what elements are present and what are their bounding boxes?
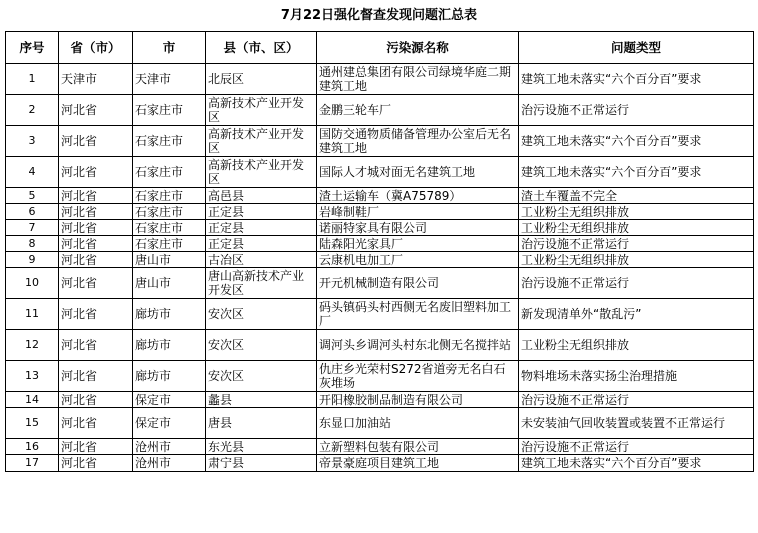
- header-city: 市: [133, 32, 206, 64]
- cell-source: 诺丽特家具有限公司: [317, 220, 519, 236]
- header-province: 省（市）: [59, 32, 133, 64]
- cell-county: 高新技术产业开发区: [206, 95, 317, 126]
- cell-city: 唐山市: [133, 252, 206, 268]
- cell-index: 1: [6, 64, 59, 95]
- table-row: [6, 408, 754, 439]
- cell-county: 高新技术产业开发区: [206, 126, 317, 157]
- cell-index: 15: [6, 408, 59, 439]
- cell-city: 石家庄市: [133, 220, 206, 236]
- table-header-row: [6, 32, 754, 64]
- table-row: [6, 439, 754, 455]
- table-row: [6, 361, 754, 392]
- cell-problem: 新发现清单外“散乱污”: [519, 299, 754, 330]
- cell-index: 7: [6, 220, 59, 236]
- table-row: [6, 64, 754, 95]
- cell-source: 通州建总集团有限公司绿境华庭二期建筑工地: [317, 64, 519, 95]
- cell-source: 帝景豪庭项目建筑工地: [317, 455, 519, 472]
- page-title: 7月22日强化督查发现问题汇总表: [280, 8, 478, 23]
- cell-province: 河北省: [59, 439, 133, 455]
- cell-city: 石家庄市: [133, 236, 206, 252]
- cell-county: 蠡县: [206, 392, 317, 408]
- cell-province: 河北省: [59, 252, 133, 268]
- cell-province: 河北省: [59, 157, 133, 188]
- table-row: [6, 188, 754, 204]
- cell-province: 河北省: [59, 95, 133, 126]
- cell-city: 廊坊市: [133, 299, 206, 330]
- cell-province: 河北省: [59, 188, 133, 204]
- issues-table: [5, 31, 754, 472]
- table-row: [6, 392, 754, 408]
- cell-county: 东光县: [206, 439, 317, 455]
- cell-index: 8: [6, 236, 59, 252]
- cell-problem: 治污设施不正常运行: [519, 392, 754, 408]
- cell-city: 天津市: [133, 64, 206, 95]
- cell-city: 石家庄市: [133, 204, 206, 220]
- cell-problem: 治污设施不正常运行: [519, 439, 754, 455]
- cell-province: 河北省: [59, 220, 133, 236]
- cell-county: 唐县: [206, 408, 317, 439]
- cell-index: 17: [6, 455, 59, 472]
- cell-index: 16: [6, 439, 59, 455]
- cell-index: 13: [6, 361, 59, 392]
- table-row: [6, 126, 754, 157]
- cell-city: 廊坊市: [133, 330, 206, 361]
- cell-problem: 治污设施不正常运行: [519, 95, 754, 126]
- table-row: [6, 455, 754, 472]
- cell-province: 河北省: [59, 299, 133, 330]
- cell-source: 岩峰制鞋厂: [317, 204, 519, 220]
- cell-county: 肃宁县: [206, 455, 317, 472]
- cell-problem: 建筑工地未落实“六个百分百”要求: [519, 455, 754, 472]
- cell-source: 开元机械制造有限公司: [317, 268, 519, 299]
- cell-county: 正定县: [206, 220, 317, 236]
- cell-county: 高新技术产业开发区: [206, 157, 317, 188]
- cell-problem: 建筑工地未落实“六个百分百”要求: [519, 64, 754, 95]
- cell-problem: 工业粉尘无组织排放: [519, 220, 754, 236]
- table-row: [6, 204, 754, 220]
- cell-source: 码头镇码头村西侧无名废旧塑料加工厂: [317, 299, 519, 330]
- cell-problem: 建筑工地未落实“六个百分百”要求: [519, 157, 754, 188]
- cell-county: 正定县: [206, 236, 317, 252]
- cell-city: 沧州市: [133, 439, 206, 455]
- cell-county: 正定县: [206, 204, 317, 220]
- cell-city: 石家庄市: [133, 95, 206, 126]
- table-row: [6, 252, 754, 268]
- cell-problem: 建筑工地未落实“六个百分百”要求: [519, 126, 754, 157]
- cell-problem: 工业粉尘无组织排放: [519, 204, 754, 220]
- table-row: [6, 236, 754, 252]
- cell-city: 石家庄市: [133, 126, 206, 157]
- cell-city: 石家庄市: [133, 188, 206, 204]
- cell-problem: 治污设施不正常运行: [519, 236, 754, 252]
- cell-city: 唐山市: [133, 268, 206, 299]
- cell-city: 沧州市: [133, 455, 206, 472]
- cell-problem: 治污设施不正常运行: [519, 268, 754, 299]
- header-problem: 问题类型: [519, 32, 754, 64]
- cell-source: 调河头乡调河头村东北侧无名搅拌站: [317, 330, 519, 361]
- header-source: 污染源名称: [317, 32, 519, 64]
- cell-city: 保定市: [133, 392, 206, 408]
- cell-province: 天津市: [59, 64, 133, 95]
- cell-source: 国际人才城对面无名建筑工地: [317, 157, 519, 188]
- cell-index: 11: [6, 299, 59, 330]
- cell-county: 高邑县: [206, 188, 317, 204]
- cell-index: 9: [6, 252, 59, 268]
- cell-problem: 工业粉尘无组织排放: [519, 252, 754, 268]
- cell-source: 国防交通物质储备管理办公室后无名建筑工地: [317, 126, 519, 157]
- cell-county: 安次区: [206, 361, 317, 392]
- cell-problem: 物料堆场未落实扬尘治理措施: [519, 361, 754, 392]
- header-county: 县（市、区）: [206, 32, 317, 64]
- cell-index: 6: [6, 204, 59, 220]
- table-row: [6, 330, 754, 361]
- cell-source: 金鹏三轮车厂: [317, 95, 519, 126]
- cell-source: 渣土运输车（冀A75789）: [317, 188, 519, 204]
- cell-source: 立新塑料包装有限公司: [317, 439, 519, 455]
- cell-problem: 渣土车覆盖不完全: [519, 188, 754, 204]
- table-row: [6, 95, 754, 126]
- cell-source: 陆森阳光家具厂: [317, 236, 519, 252]
- header-index: 序号: [6, 32, 59, 64]
- cell-problem: 未安装油气回收装置或装置不正常运行: [519, 408, 754, 439]
- cell-county: 古冶区: [206, 252, 317, 268]
- cell-source: 东显口加油站: [317, 408, 519, 439]
- cell-county: 北辰区: [206, 64, 317, 95]
- cell-county: 安次区: [206, 330, 317, 361]
- table-row: [6, 220, 754, 236]
- cell-city: 石家庄市: [133, 157, 206, 188]
- cell-province: 河北省: [59, 455, 133, 472]
- cell-province: 河北省: [59, 392, 133, 408]
- cell-county: 安次区: [206, 299, 317, 330]
- cell-county: 唐山高新技术产业开发区: [206, 268, 317, 299]
- cell-index: 3: [6, 126, 59, 157]
- cell-index: 14: [6, 392, 59, 408]
- cell-index: 2: [6, 95, 59, 126]
- cell-problem: 工业粉尘无组织排放: [519, 330, 754, 361]
- cell-city: 保定市: [133, 408, 206, 439]
- cell-source: 云康机电加工厂: [317, 252, 519, 268]
- cell-source: 仇庄乡光荣村S272省道旁无名白石灰堆场: [317, 361, 519, 392]
- cell-source: 开阳橡胶制品制造有限公司: [317, 392, 519, 408]
- cell-index: 12: [6, 330, 59, 361]
- table-row: [6, 157, 754, 188]
- cell-province: 河北省: [59, 361, 133, 392]
- cell-province: 河北省: [59, 126, 133, 157]
- table-row: [6, 299, 754, 330]
- cell-province: 河北省: [59, 204, 133, 220]
- cell-index: 4: [6, 157, 59, 188]
- cell-province: 河北省: [59, 236, 133, 252]
- cell-index: 10: [6, 268, 59, 299]
- cell-province: 河北省: [59, 268, 133, 299]
- cell-city: 廊坊市: [133, 361, 206, 392]
- cell-index: 5: [6, 188, 59, 204]
- cell-province: 河北省: [59, 330, 133, 361]
- table-row: [6, 268, 754, 299]
- cell-province: 河北省: [59, 408, 133, 439]
